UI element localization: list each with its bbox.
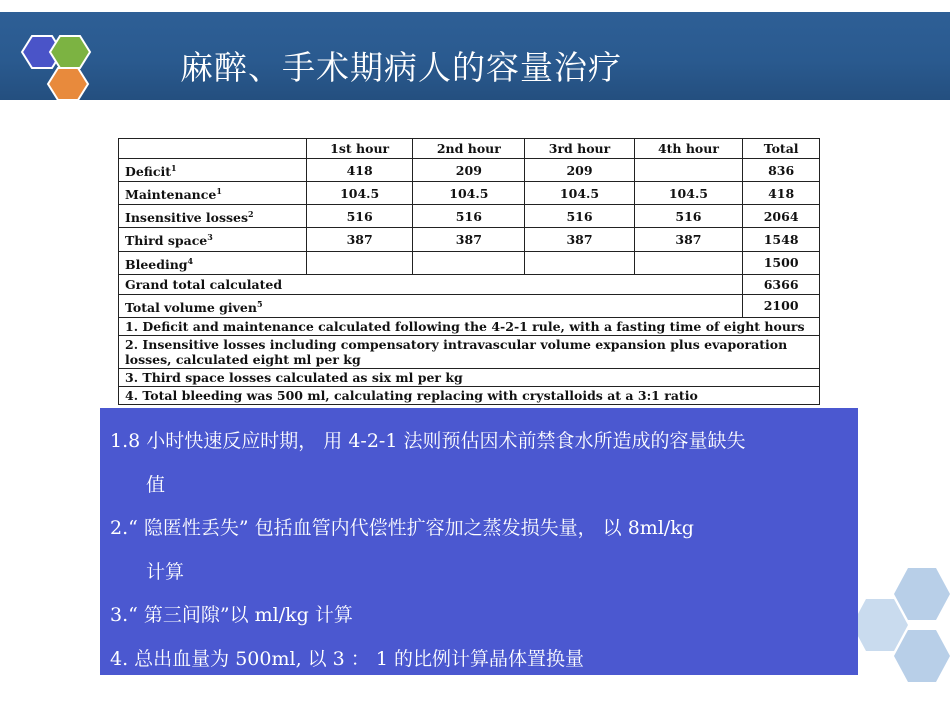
table-row: [119, 251, 820, 274]
summary-line: 3.“ 第三间隙”以 ml/kg 计算: [110, 604, 353, 626]
table-header-cell: Total: [743, 139, 820, 159]
row-label: Maintenance$^1$: [119, 182, 307, 205]
table-row: [119, 159, 820, 182]
total-given-row: [119, 294, 820, 317]
table-note: 4. Total bleeding was 500 ml, calculating replacing with crystalloids at a 3:1 ratio: [119, 386, 820, 404]
table-row: [119, 182, 820, 205]
table-cell: 104.5: [307, 182, 413, 205]
summary-line: 4. 总出血量为 500ml, 以 3 ： 1 的比例计算晶体置换量: [110, 647, 584, 670]
table-cell: 104.5: [413, 182, 525, 205]
table-cell: 104.5: [634, 182, 743, 205]
table-cell: 387: [634, 228, 743, 251]
table-row: [119, 228, 820, 251]
table-note: 3. Third space losses calculated as six ml per kg: [119, 368, 820, 386]
total-given-value: 2100: [743, 294, 820, 317]
fluid-therapy-table: [118, 138, 820, 405]
summary-line: 值: [146, 473, 166, 496]
row-label: Insensitive losses$^2$: [119, 205, 307, 228]
table-header-cell: 3rd hour: [525, 139, 634, 159]
table-cell: [525, 251, 634, 274]
table-cell: 516: [307, 205, 413, 228]
row-label: Bleeding$^4$: [119, 251, 307, 274]
table-cell: [307, 251, 413, 274]
title-bar: [0, 12, 950, 100]
table-cell: 516: [634, 205, 743, 228]
table-cell: 836: [743, 159, 820, 182]
table-cell: 2064: [743, 205, 820, 228]
table-cell: [634, 251, 743, 274]
table-cell: 387: [413, 228, 525, 251]
grand-total-label: Grand total calculated: [119, 274, 743, 294]
decorative-hexagons-icon: [858, 566, 950, 686]
row-label: Deficit$^1$: [119, 159, 307, 182]
fluid-table-container: [118, 138, 820, 405]
table-header-row: [119, 139, 820, 159]
table-cell: 104.5: [525, 182, 634, 205]
table-row: [119, 205, 820, 228]
table-cell: 418: [743, 182, 820, 205]
grand-total-value: 6366: [743, 274, 820, 294]
total-given-label: Total volume given$^5$: [119, 294, 743, 317]
table-header-cell: 1st hour: [307, 139, 413, 159]
table-cell: 387: [525, 228, 634, 251]
table-header-cell: 4th hour: [634, 139, 743, 159]
table-cell: [634, 159, 743, 182]
table-cell: 516: [525, 205, 634, 228]
table-cell: 516: [413, 205, 525, 228]
table-header-cell: 2nd hour: [413, 139, 525, 159]
table-cell: 418: [307, 159, 413, 182]
row-label: Third space$^3$: [119, 228, 307, 251]
grand-total-row: [119, 274, 820, 294]
table-note: 2. Insensitive losses including compensatory intravascular volume expansion plus evaporation losses, calculated eight ml per kg: [119, 335, 820, 368]
hexagon-logo-icon: [8, 30, 98, 106]
summary-line: 计算: [146, 560, 185, 583]
slide-title: 麻醉、手术期病人的容量治疗: [180, 48, 622, 87]
table-cell: 209: [525, 159, 634, 182]
table-cell: 1548: [743, 228, 820, 251]
table-cell: 1500: [743, 251, 820, 274]
table-cell: 387: [307, 228, 413, 251]
table-header-cell: [119, 139, 307, 159]
summary-text: [110, 420, 850, 681]
table-cell: 209: [413, 159, 525, 182]
table-cell: [413, 251, 525, 274]
summary-line: 2.“ 隐匿性丢失” 包括血管内代偿性扩容加之蒸发损失量， 以 8ml/kg: [110, 517, 694, 539]
table-note: 1. Deficit and maintenance calculated following the 4-2-1 rule, with a fasting time of eight hours: [119, 317, 820, 335]
summary-line: 1.8 小时快速反应时期， 用 4-2-1 法则预估因术前禁食水所造成的容量缺失: [110, 430, 746, 452]
